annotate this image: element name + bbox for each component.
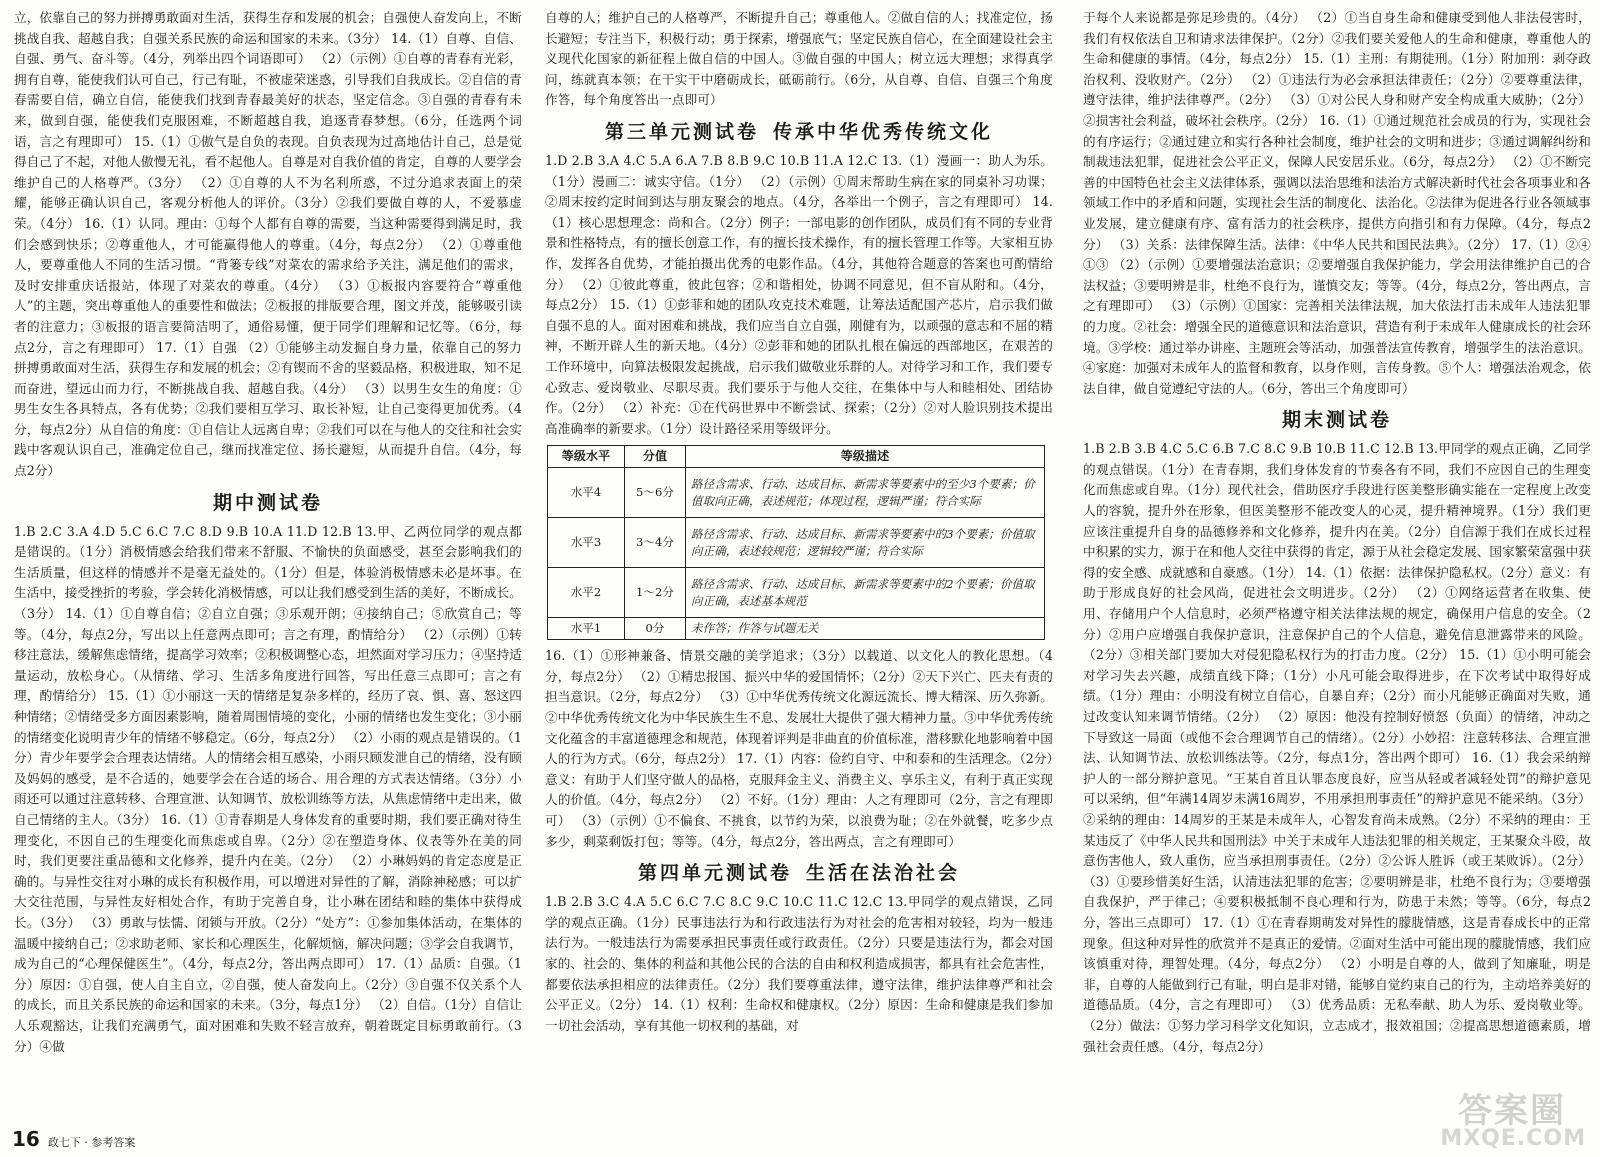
rubric-score: 1～2分 [625,568,686,618]
rubric-row [548,568,1045,618]
rubric-header-row [548,446,1045,468]
unit-four-subtitle: 生活在法治社会 [806,862,961,885]
rubric-score: 5～6分 [625,468,686,518]
unit-three-label: 第三单元测试卷 [604,120,759,143]
rubric-desc: 路径含需求、行动、达成目标、新需求等要素中的2个要素；价值取向正确，表述基本规范 [686,568,1045,618]
rubric-desc: 路径含需求、行动、达成目标、新需求等要素中的3个要素；价值取向正确，表述较规范；逻辑较严谨；符合实际 [686,518,1045,568]
rubric-level: 水平4 [548,468,625,518]
rubric-header-score: 分值 [625,446,686,468]
section-title-unit-four [545,860,1053,886]
unit-two-answers-continued: 立，依靠自己的努力拼搏勇敢面对生活，获得生存和发展的机会；自强使人奋发向上，不断挑战自我、超越自我；自强关系民族的命运和国家的未来。（3分） 14.（1）自尊、自信、自强、勇气、奋斗等。（4分，列举出四个词语即可） （2）（示例）①自尊的青春有光彩，拥有自尊，能使我们认可自己，行己有耻，不被虚荣迷惑，引导我们自我成长。②自信的青春需要自信，确立自信，能使我们找到青春最美好的状态，坚定信念。③自强的青春有未来，做到自强，能使我们克服困难，不断超越自我，追逐青春梦想。（6分，任选两个词语，言之有理即可） 15.（1）①傲气是自负的表现。自负表现为过高地估计自己，总是觉得自己了不起，对他人傲慢无礼，看不起他人。自尊是对自我价值的肯定，自尊的人要学会维护自己的人格尊严。（3分） （2）①自尊的人不为名利所惑，不过分追求表面上的荣耀，能够正确认识自己，客观分析他人的评价。（3分）②我们要做自尊的人，不爱慕虚荣。（4分） 16.（1）认同。理由：①每个人都有自尊的需要，当这种需要得到满足时，我们会感到快乐；②尊重他人，才可能赢得他人的尊重。（4分，每点2分） （2）①尊重他人，要尊重他人不同的生活习惯。“背篓专线”对菜农的需求给予关注，满足他们的需求，及时安排重庆话报站，体现了对菜农的尊重。（4分） （3）①板报内容要符合“尊重他人”的主题，突出尊重他人的重要性和做法；②板报的排版要合理，图文并茂，能够吸引读者的注意力；③板报的语言要简洁明了，通俗易懂，便于同学们理解和记忆等。（6分，每点2分，言之有理即可） 17.（1）自强 （2）①能够主动发掘自身力量，依靠自己的努力拼搏勇敢面对生活，获得生存和发展的机会；②有锲而不舍的坚毅品格，积极进取，知不足而奋进，望远山而力行，不断挑战自我、超越自我。（4分） （3）以男生女生的角度：①男生女生各具特点，各有优势；②我们要相互学习、取长补短，让自己变得更加优秀。（4分，每点2分）从自信的角度：①自信让人远离自卑；②我们可以在与他人的交往和社会实践中客观认识自己，准确定位自己，继而找准定位、扬长避短，从而提升自信。（4分，每点2分） [14,10,522,479]
column-middle [545,8,1053,1118]
section-title-midterm: 期中测试卷 [212,491,323,514]
rubric-desc: 未作答；作答与试题无关 [686,618,1045,640]
page-footer [12,1127,135,1151]
unit-three-answers: 1.D 2.B 3.A 4.C 5.A 6.A 7.B 8.B 9.C 10.B 11.A 12.C 13.（1）漫画一：助人为乐。（1分）漫画二：诚实守信。（1分） （2）（示例）①周末帮助生病在家的同桌补习功课；②周末按约定时间到达与朋友聚会的地点。（4分，各举出一个例子，言之有理即可） 14.（1）核心思想理念：尚和合。（2分）例子：一部电影的创作团队，成员们有不同的专业背景和性格特点，有的擅长创意工作，有的擅长技术操作，有的擅长管理工作等。大家相互协作，发挥各自优势，才能拍摄出优秀的电影作品。（4分，其他符合题意的答案也可酌情给分） （2）①彼此尊重，彼此包容；②和谐相处，协调不同意见，但不盲从附和。（4分，每点2分） 15.（1）①彭菲和她的团队攻克技术难题，让筹法适配国产芯片，启示我们做自强不息的人。面对困难和挑战，我们应当自立自强，刚健有为，以顽强的意志和不屈的精神，不断开辟人生的新天地。（4分）②彭菲和她的团队扎根在偏远的西部地区，在艰苦的工作环境中，向算法极限发起挑战，启示我们做敬业乐群的人。对待学习和工作，我们要专心致志、爱岗敬业、尽职尽责。我们要乐于与他人交往，在集体中与人和睦相处、团结协作。（2分） （2）补充：①在代码世界中不断尝试、探索；（2分）②对人脸识别技术提出高准确率的新要求。（1分）设计路径采用等级评分。 [545,152,1053,436]
watermark-logo-text: 答案圈 [1458,1091,1566,1131]
midterm-answers: 1.B 2.C 3.A 4.D 5.C 6.C 7.C 8.D 9.B 10.A 11.D 12.B 13.甲、乙两位同学的观点都是错误的。（1分）消极情感会给我们带来不舒服、不愉快的负面感受，甚至会影响我们的生活质量，但这样的情感并不是毫无益处的。（1分）但是，体验消极情感未必是坏事。在生活中，接受挫折的考验，学会转化消极情感，可以让我们感受到生活的美好，不断成长。（3分） 14.（1）①自尊自信；②自立自强；③乐观开朗；④接纳自己；⑤欣赏自己；等等。（4分，每点2分，写出以上任意两点即可；言之有理，酌情给分） （2）（示例）①转移注意法，缓解焦虑情绪，提高学习效率；②积极调整心态，坦然面对学习压力；④坚持适量运动，放松身心。（从情绪、学习、生活多角度进行回答，写出任意三点即可；言之有理，酌情给分） 15.（1）①小丽这一天的情绪是复杂多样的，经历了哀、惧、喜、怒这四种情绪；②情绪受多方面因素影响，随着周围情境的变化，小丽的情绪也发生变化；③小丽的情绪变化说明青少年的情绪不够稳定。（6分，每点2分） （2）小雨的观点是错误的。（1分）青少年要学会合理表达情绪。人的情绪会相互感染，小雨只顾发泄自己的情绪，没有顾及妈妈的感受，是不合适的，她要学会在合适的场合、用合理的方式表达情绪。（3分）小雨还可以通过注意转移、合理宣泄、认知调节、放松训练等方法，从焦虑情绪中走出来，做自己情绪的主人。（3分） 16.（1）①青春期是人身体发育的重要时期，我们要正确对待生理变化，不因自己的生理变化而焦虑或自卑。（2分）②在塑造身体、仪表等外在美的同时，我们更要注重品德和文化修养，提升内在美。（2分） （2）小琳妈妈的肯定态度是正确的。与异性交往对小琳的成长有积极作用，可以增进对异性的了解，消除神秘感；可以扩大交往范围，与异性友好相处合作，有助于完善自身，让小琳在团结和睦的集体中获得成长。（3分） （3）勇敢与怯懦、闭锁与开放。（2分）“处方”：①参加集体活动，在集体的温暖中接纳自己；②求助老师、家长和心理医生，化解烦恼，解决问题；③学会自我调节，成为自己的“心理保健医生”。（4分，每点2分，答出两点即可） 17.（1）品质：自强。（1分）原因：①自强，使人自主自立，②自强，使人奋发向上。（2分）③自强不仅关系个人的成长，而且关系民族的命运和国家的未来。（3分，每点1分） （2）自信。（1分）自信让人乐观豁达，让我们充满勇气，面对困难和失败不轻言放弃，朝着既定目标勇敢前行。（3分）④做 [14,523,522,1054]
rubric-header-desc: 等级描述 [686,446,1045,468]
unit-four-answers-cont: 于每个人来说都是弥足珍贵的。（4分） （2）①当自身生命和健康受到他人非法侵害时，我们有权依法自卫和请求法律保护。（2分）②我们要关爱他人的生命和健康，尊重他人的生命和健康的事情。（4分，每点2分） 15.（1）主刑：有期徒刑。（1分）附加刑：剥夺政治权利、没收财产。（2分） （2）①违法行为必会承担法律责任；（2分）②要尊重法律，遵守法律，维护法律尊严。（2分） （3）①对公民人身和财产安全构成重大威胁；（2分）②损害社会利益，破坏社会秩序。（2分） 16.（1）①通过规范社会成员的行为，实现社会的有序运行；②通过建立和实行各种社会制度，维护社会的文明和进步；③通过调解纠纷和制裁违法犯罪，促进社会公平正义，保障人民安居乐业。（6分，每点2分） （2）①不断完善的中国特色社会主义法律体系，强调以法治思维和法治方式解决新时代社会各项事业和各领域工作中的矛盾和问题，实现社会生活的制度化、法治化。②法律为促进各行业各领域事业发展，建立健康有序、富有活力的社会秩序，提供方向指引和有力保障。（4分，每点2分） （3）关系：法律保障生活。法律：《中华人民共和国民法典》。（2分） 17.（1）②④ ①③ （2）（示例）①要增强法治意识；②要增强自我保护能力，学会用法律维护自己的合法权益；③要明辨是非，杜绝不良行为，谨慎交友；等等。（4分，每点2分，答出两点，言之有理即可） （3）（示例）①国家：完善相关法律法规，加大依法打击未成年人违法犯罪的力度。②社会：增强全民的道德意识和法治意识，营造有利于未成年人健康成长的社会环境。③学校：通过举办讲座、主题班会等活动，加强普法宣传教育，增强学生的法治意识。④家庭：加强对未成年人的监督和教育，以身作则，言传身教。⑤个人：增强法治观念，依法自律，做自觉遵纪守法的人。（6分，答出三个角度即可） [1083,10,1591,396]
unit-four-answers: 1.B 2.B 3.C 4.A 5.C 6.C 7.C 8.C 9.C 10.C 11.C 12.C 13.甲同学的观点错误，乙同学的观点正确。（1分）民事违法行为和行政违法行为对社会的危害相对较轻，均为一般违法行为。一般违法行为需要承担民事责任或行政责任。（2分）只要是违法行为，都会对国家的、社会的、集体的利益和其他公民的合法的自由和权利造成损害，都具有社会危害性，都要依法承担相应的法律责任。（2分）我们要尊重法律，遵守法律，维护法律尊严和社会公平正义。（2分） 14.（1）权利：生命权和健康权。（2分）原因：生命和健康是我们参加一切社会活动，享有其他一切权利的基础，对 [545,894,1053,1033]
rubric-row [548,468,1045,518]
rubric-desc: 路径含需求、行动、达成目标、新需求等要素中的至少3个要素；价值取向正确，表述规范；体现过程，逻辑严谨；符合实际 [686,468,1045,518]
column-right [1083,8,1591,1118]
watermark-url: MXQE.COM [1440,1126,1586,1151]
rubric-score: 0分 [625,618,686,640]
rubric-row [548,618,1045,640]
rubric-level: 水平3 [548,518,625,568]
column-left [14,8,522,1118]
rubric-score: 3～4分 [625,518,686,568]
final-exam-answers: 1.B 2.B 3.B 4.C 5.C 6.B 7.C 8.C 9.B 10.B 11.C 12.B 13.甲同学的观点正确，乙同学的观点错误。（1分）在青春期，我们身体发育的节奏各有不同，我们不应因自己的生理变化而焦虑或自卑。（1分）现代社会，借助医疗手段进行医美整形确实能在一定程度上改变人的容貌，提升外在形象，但医美整形不能改变人的心灵，提升精神境界。（1分）我们更应该注重提升自身的品德修养和文化修养，提升内在美。（2分）自信源于我们在成长过程中积累的实力，源于在和他人交往中获得的肯定，源于从社会稳定发展、国家繁荣富强中获得的安全感、成就感和自豪感。（1分） 14.（1）依据：法律保护隐私权。（2分）意义：有助于形成良好的社会风尚，促进社会文明进步。（2分） （2）①网络运营者在收集、使用、存储用户个人信息时，必须严格遵守相关法律法规的规定，确保用户信息的安全。（2分）②用户应增强自我保护意识，注意保护自己的个人信息，避免信息泄露带来的风险。（2分）③相关部门要加大对侵犯隐私权行为的打击力度。（2分） 15.（1）①小明可能会对学习失去兴趣，成绩直线下降；（1分）小凡可能会取得进步，在下次考试中取得好成绩。（1分）理由：小明没有树立自信心，自暴自弃；（2分）而小凡能够正确面对失败，通过改变认知来调节情绪。（2分） （2）原因：他没有控制好愤怒（负面）的情绪，冲动之下导致这一局面（或他不会合理调节自己的情绪）。（2分）小妙招：注意转移法、合理宣泄法、认知调节法、放松训练法等。（2分，每点1分，答出两个即可） 16.（1）我会采纳辩护人的一部分辩护意见。“王某自首且认罪态度良好，应当从轻或者减轻处罚”的辩护意见可以采纳，但“年满14周岁未满16周岁，不用承担刑事责任”的辩护意见不能采纳。（3分）②采纳的理由：14周岁的王某是未成年人，心智发育尚未成熟。（2分）不采纳的理由：王某违反了《中华人民共和国刑法》中关于未成年人违法犯罪的相关规定，王某聚众斗殴，故意伤害他人，致人重伤，应当承担刑事责任。（2分）②公诉人胜诉（或王某败诉）。（2分） （3）①要珍惜美好生活，认清违法犯罪的危害；②要明辨是非，杜绝不良行为；③要增强自我保护，严于律己；④要积极抵制不良心理和行为，防患于未然；等等。（6分，每点2分，答出三点即可） 17.（1）①在青春期萌发对异性的朦胧情感，这是青春成长中的正常现象。但这种对异性的欣赏并不是真正的爱情。②面对生活中可能出现的朦胧情感，我们应该慎重对待，理智处理。（4分，每点2分） （2）小明是自尊的人，做到了知廉耻，明是非，自尊的人能做到行己有耻，明白是非对错，能够自觉约束自己的行为，主动培养美好的道德品质。（4分，言之有理即可） （3）优秀品质：无私奉献、助人为乐、爱岗敬业等。（2分）做法：①努力学习科学文化知识，立志成才，报效祖国；②提高思想道德素质，增强社会责任感。（4分，每点2分） [1083,441,1591,1054]
unit-four-label: 第四单元测试卷 [637,862,792,885]
grading-rubric-table [547,445,1045,640]
rubric-level: 水平2 [548,568,625,618]
unit-three-answers-cont: 16.（1）①形神兼备、情景交融的美学追求；（3分）以载道、以文化人的教化思想。（4分，每点2分） （2）①精忠报国、振兴中华的爱国情怀；（2分）②天下兴亡、匹夫有责的担当意识。（2分，每点2分） （3）①中华优秀传统文化源远流长、博大精深、历久弥新。②中华优秀传统文化为中华民族生生不息、发展壮大提供了强大精神力量。③中华优秀传统文化蕴含的丰富道德理念和规范，体现着评判是非曲直的价值标准，潜移默化地影响着中国人的行为方式。（6分，每点2分） 17.（1）内容：俭约自守、中和泰和的生活理念。（2分）意义：有助于人们坚守做人的品格，克服拜金主义、消费主义、享乐主义，有利于真正实现人的价值。（4分，每点2分） （2）不好。（1分）理由：人之有理即可（2分，言之有理即可） （3）（示例）①不偏食、不挑食，以节约为荣，以浪费为耻；②在外就餐，吃多少点多少，剩菜剩饭打包；等等。（4分，每点2分，答出两点，言之有理即可） [545,648,1053,849]
unit-two-answers-end: 自尊的人；维护自己的人格尊严，不断提升自己；尊重他人。②做自信的人；找准定位，扬长避短；专注当下，积极行动；勇于探索，增强底气；坚定民族自信心，在全面建设社会主义现代化国家的新征程上做自信的中国人。③做自强的中国人；树立远大理想；求得真学问，练就真本领；在干实干中磨砺成长，砥砺前行。（6分，从自尊、自信、自强三个角度作答，每个角度答出一点即可） [545,10,1053,108]
rubric-row [548,518,1045,568]
page-number: 16 [12,1127,40,1151]
site-watermark [1396,1081,1586,1151]
section-title-final: 期末测试卷 [1281,409,1392,432]
footer-label: 政七下 · 参考答案 [47,1136,136,1149]
rubric-level: 水平1 [548,618,625,640]
rubric-header-level: 等级水平 [548,446,625,468]
unit-three-subtitle: 传承中华优秀传统文化 [773,120,994,143]
section-title-unit-three [545,119,1053,145]
